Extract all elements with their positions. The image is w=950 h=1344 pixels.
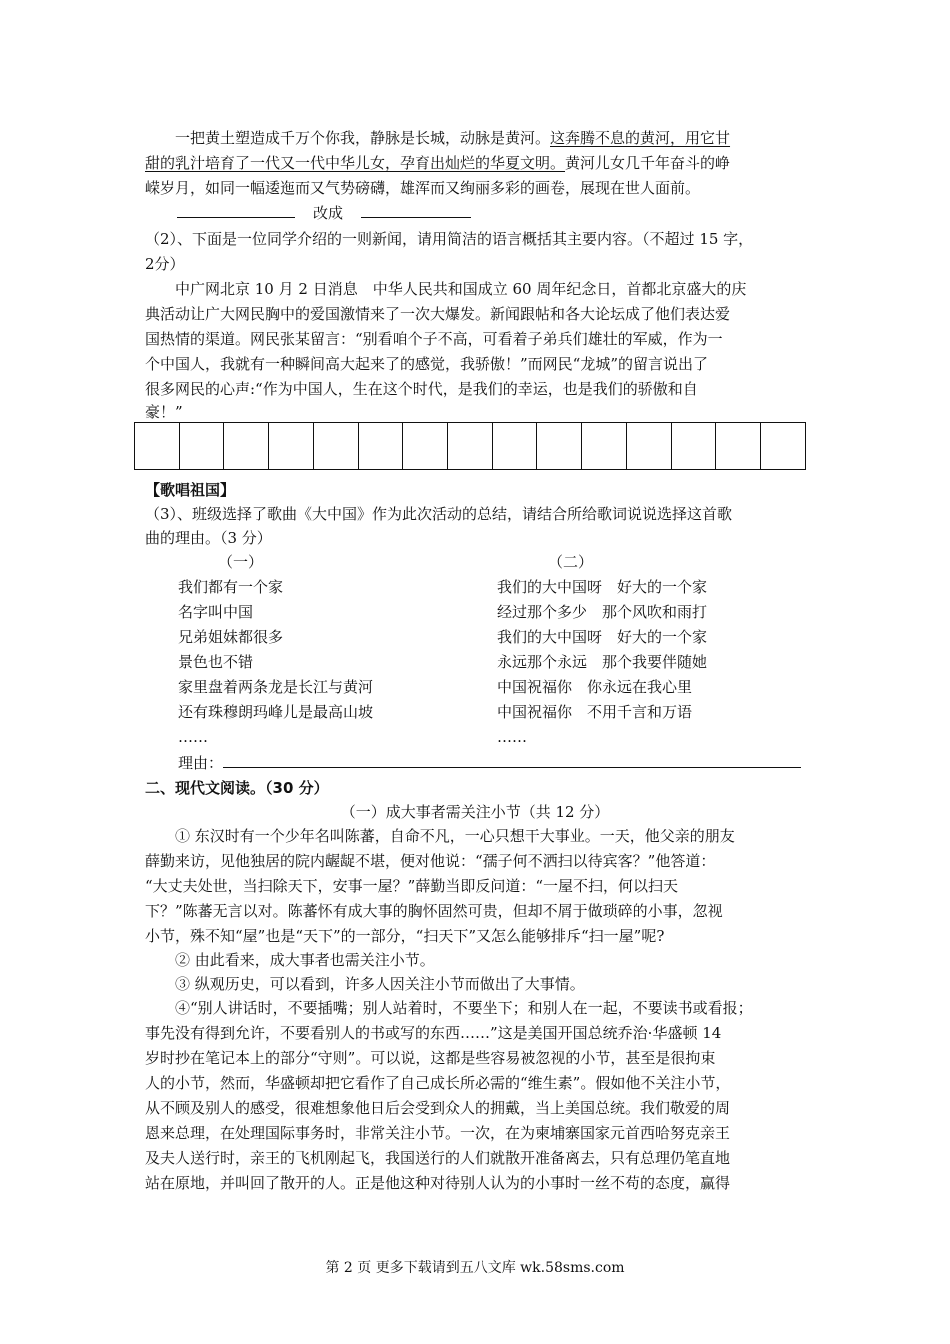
passage1-line1 <box>145 126 835 150</box>
answer-cell[interactable] <box>671 423 716 470</box>
lyric-line: 家里盘着两条龙是长江与黄河 <box>178 678 374 696</box>
section-sing-heading: 【歌唱祖国】 <box>145 481 236 499</box>
para4-line: ④“别人讲话时，不要插嘴；别人站着时，不要坐下；和别人在一起，不要读书或看报； <box>175 999 753 1017</box>
rewrite-row <box>145 201 805 225</box>
lyric-line: 中国祝福你 不用千言和万语 <box>497 703 693 721</box>
para1-line: “大丈夫处世，当扫除天下，安事一屋？”薛勤当即反问道：“一屋不扫，何以扫天 <box>145 877 679 895</box>
underlined-sentence: 甜的乳汁培育了一代又一代中华儿女，孕育出灿烂的华夏文明。 <box>145 154 566 172</box>
para4-line: 事先没有得到允许，不要看别人的书或写的东西……”这是美国开国总统乔治·华盛顿 14 <box>145 1024 722 1042</box>
lyric-line: 永远那个永远 那个我要伴随她 <box>497 653 708 671</box>
lyrics-col1-title: （一） <box>218 553 264 571</box>
news-line: 个中国人，我就有一种瞬间高大起来了的感觉，我骄傲！”而网民“龙城”的留言说出了 <box>145 355 709 373</box>
news-line: 中广网北京 10 月 2 日消息 中华人民共和国成立 60 周年纪念日，首都北京盛大的庆 <box>175 280 747 298</box>
lyric-line: 景色也不错 <box>178 653 254 671</box>
news-line: 国热情的渠道。网民张某留言：“别看咱个子不高，可看着子弟兵们雄壮的军威，作为一 <box>145 330 723 348</box>
para4-line: 从不顾及别人的感受，很难想象他日后会受到众人的拥戴，当上美国总统。我们敬爱的周 <box>145 1099 731 1117</box>
para1-line: 薛勤来访，见他独居的院内龌龊不堪，便对他说：“孺子何不洒扫以待宾客？”他答道： <box>145 852 716 870</box>
rewrite-blank[interactable] <box>361 201 471 218</box>
lyric-line: 中国祝福你 你永远在我心里 <box>497 678 693 696</box>
lyric-line: 名字叫中国 <box>178 603 254 621</box>
answer-cell[interactable] <box>358 423 403 470</box>
q3-prompt-line1: （3）、班级选择了歌曲《大中国》作为此次活动的总结，请结合所给歌词说说选择这首歌 <box>145 505 733 523</box>
lyric-line: 还有珠穆朗玛峰儿是最高山坡 <box>178 703 374 721</box>
lyrics-col2 <box>497 575 707 750</box>
para4-line: 恩来总理，在处理国际事务时，非常关注小节。一次，在为柬埔寨国家元首西哈努克亲王 <box>145 1124 731 1142</box>
para1-line: 小节，殊不知“屋”也是“天下”的一部分，“扫天下”又怎么能够排斥“扫一屋”呢? <box>145 927 665 945</box>
news-line: 很多网民的心声:“作为中国人，生在这个时代，是我们的幸运，也是我们的骄傲和自 <box>145 380 698 398</box>
para4-line: 站在原地，并叫回了散开的人。正是他这种对待别人认为的小事时一丝不苟的态度，赢得 <box>145 1174 731 1192</box>
change-to-label: 改成 <box>313 204 344 222</box>
lyric-line: 我们都有一个家 <box>178 578 284 596</box>
q2-prompt-line2: 2分） <box>145 255 185 273</box>
news-line: 豪！” <box>145 403 183 421</box>
answer-cell[interactable] <box>224 423 269 470</box>
para4-line: 岁时抄在笔记本上的部分“守则”。可以说，这都是些容易被忽视的小节，甚至是很拘束 <box>145 1049 716 1067</box>
answer-grid <box>134 422 806 470</box>
passage1-line3: 嵘岁月，如同一幅逶迤而又气势磅礴，雄浑而又绚丽多彩的画卷，展现在世人面前。 <box>145 179 701 197</box>
lyric-line: 经过那个多少 那个风吹和雨打 <box>497 603 708 621</box>
para1-line: ① 东汉时有一个少年名叫陈蕃，自命不凡，一心只想干大事业。一天，他父亲的朋友 <box>175 827 735 845</box>
lyric-line: 我们的大中国呀 好大的一个家 <box>497 628 708 646</box>
answer-cell[interactable] <box>537 423 582 470</box>
original-blank[interactable] <box>177 201 295 218</box>
lyric-line: …… <box>178 728 208 746</box>
answer-cell[interactable] <box>179 423 224 470</box>
passage1-text: 一把黄土塑造成千万个你我，静脉是长城，动脉是黄河。 <box>175 129 551 147</box>
answer-cell[interactable] <box>761 423 806 470</box>
q3-prompt-line2: 曲的理由。（3 分） <box>145 529 272 547</box>
para1-line: 下？”陈蕃无言以对。陈蕃怀有成大事的胸怀固然可贵，但却不屑于做琐碎的小事，忽视 <box>145 902 723 920</box>
section2-title: 二、现代文阅读。（30 分） <box>145 779 329 797</box>
section2-subtitle: （一）成大事者需关注小节（共 12 分） <box>340 803 610 821</box>
para3: ③ 纵观历史，可以看到，许多人因关注小节而做出了大事情。 <box>175 975 585 993</box>
page-footer: 第 2 页 更多下载请到五八文库 wk.58sms.com <box>325 1260 625 1276</box>
answer-cell[interactable] <box>135 423 180 470</box>
reason-blank[interactable] <box>223 751 801 768</box>
answer-cell[interactable] <box>582 423 627 470</box>
lyric-line: …… <box>497 728 527 746</box>
answer-cell[interactable] <box>403 423 448 470</box>
answer-cell[interactable] <box>448 423 493 470</box>
para4-line: 及夫人送行时，亲王的飞机刚起飞，我国送行的人们就散开准备离去，只有总理仍笔直地 <box>145 1149 731 1167</box>
news-line: 典活动让广大网民胸中的爱国激情来了一次大爆发。新闻跟帖和各大论坛成了他们表达爱 <box>145 305 731 323</box>
para2: ② 由此看来，成大事者也需关注小节。 <box>175 951 435 969</box>
lyrics-col2-title: （二） <box>548 553 594 571</box>
lyric-line: 我们的大中国呀 好大的一个家 <box>497 578 708 596</box>
answer-cell[interactable] <box>626 423 671 470</box>
underlined-sentence: 这奔腾不息的黄河，用它甘 <box>550 129 731 147</box>
lyrics-col1 <box>178 575 373 750</box>
answer-cell[interactable] <box>716 423 761 470</box>
passage1-text: 黄河儿女几千年奋斗的峥 <box>565 154 731 172</box>
para4-line: 人的小节，然而，华盛顿却把它看作了自己成长所必需的“维生素”。假如他不关注小节， <box>145 1074 731 1092</box>
answer-cell[interactable] <box>269 423 314 470</box>
answer-cell[interactable] <box>492 423 537 470</box>
q2-prompt-line1: （2）、下面是一位同学介绍的一则新闻，请用简洁的语言概括其主要内容。（不超过 15 字， <box>145 230 754 248</box>
passage1-line2 <box>145 151 805 175</box>
reason-label: 理由： <box>178 754 224 772</box>
lyric-line: 兄弟姐妹都很多 <box>178 628 284 646</box>
answer-cell[interactable] <box>313 423 358 470</box>
reason-row <box>178 751 808 775</box>
